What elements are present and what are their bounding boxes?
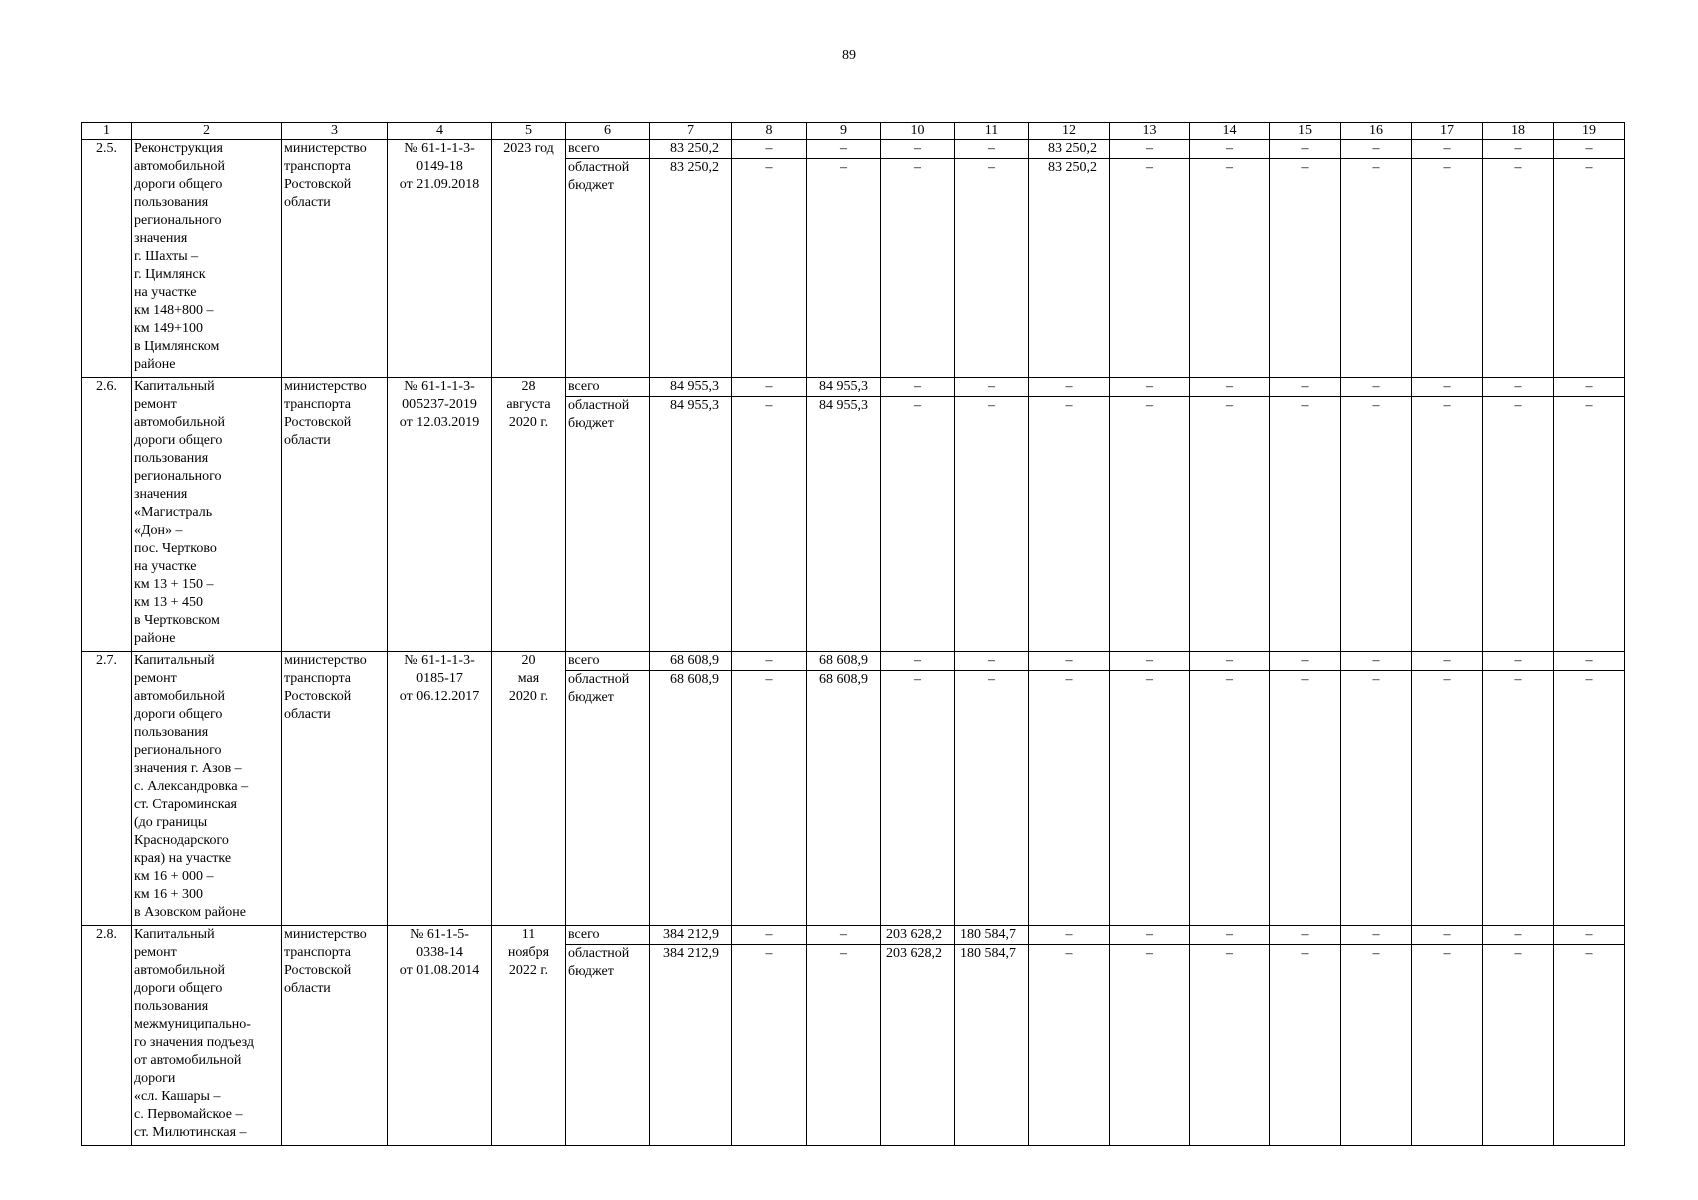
amount-cell: – <box>881 652 955 671</box>
amount-cell: 384 212,9 <box>650 926 732 945</box>
amount-cell: – <box>1029 945 1110 1146</box>
column-number-17: 17 <box>1412 123 1483 140</box>
amount-cell: 68 608,9 <box>807 671 881 926</box>
amount-cell: – <box>732 159 807 378</box>
funding-source: всего <box>566 140 650 159</box>
amount-cell: – <box>1190 397 1270 652</box>
amount-cell: – <box>1270 397 1341 652</box>
amount-cell: – <box>1190 159 1270 378</box>
amount-cell: – <box>1483 671 1554 926</box>
amount-cell: – <box>881 140 955 159</box>
amount-cell: – <box>732 671 807 926</box>
amount-cell: – <box>1554 652 1625 671</box>
amount-cell: – <box>1270 652 1341 671</box>
amount-cell: – <box>807 159 881 378</box>
column-number-8: 8 <box>732 123 807 140</box>
amount-cell: – <box>1554 397 1625 652</box>
amount-cell: – <box>1190 378 1270 397</box>
column-number-16: 16 <box>1341 123 1412 140</box>
amount-cell: – <box>1483 378 1554 397</box>
amount-cell: 68 608,9 <box>650 652 732 671</box>
amount-cell: – <box>1341 378 1412 397</box>
amount-cell: – <box>955 397 1029 652</box>
column-number-4: 4 <box>388 123 492 140</box>
amount-cell: 83 250,2 <box>1029 140 1110 159</box>
amount-cell: – <box>1412 652 1483 671</box>
amount-cell: – <box>1029 378 1110 397</box>
budget-table <box>81 122 1625 1146</box>
column-number-19: 19 <box>1554 123 1625 140</box>
amount-cell: – <box>1190 945 1270 1146</box>
funding-source: всего <box>566 378 650 397</box>
amount-cell: – <box>1029 671 1110 926</box>
amount-cell: 84 955,3 <box>650 397 732 652</box>
amount-cell: – <box>1554 671 1625 926</box>
customer: министерство транспорта Ростовской области <box>282 140 388 378</box>
amount-cell: 68 608,9 <box>650 671 732 926</box>
amount-cell: 203 628,2 <box>881 926 955 945</box>
completion-date: 2023 год <box>492 140 566 378</box>
object-name: Капитальный ремонт автомобильной дороги общего пользования регионального значения «Магистраль «Дон» – пос. Чертково на участке км 13 + 150 – км 13 + 450 в Чертковском районе <box>132 378 282 652</box>
amount-cell: – <box>1029 652 1110 671</box>
amount-cell: – <box>1412 945 1483 1146</box>
funding-source: областной бюджет <box>566 945 650 1146</box>
amount-cell: – <box>732 652 807 671</box>
amount-cell: – <box>1341 671 1412 926</box>
column-number-2: 2 <box>132 123 282 140</box>
amount-cell: 83 250,2 <box>1029 159 1110 378</box>
customer: министерство транспорта Ростовской области <box>282 378 388 652</box>
amount-cell: – <box>955 378 1029 397</box>
completion-date: 20 мая 2020 г. <box>492 652 566 926</box>
amount-cell: – <box>881 397 955 652</box>
project-document: № 61-1-1-3- 0149-18 от 21.09.2018 <box>388 140 492 378</box>
amount-cell: – <box>1029 397 1110 652</box>
amount-cell: – <box>1190 140 1270 159</box>
amount-cell: – <box>1412 140 1483 159</box>
amount-cell: – <box>1412 159 1483 378</box>
amount-cell: – <box>1483 945 1554 1146</box>
page-number: 89 <box>842 48 856 63</box>
column-number-1: 1 <box>82 123 132 140</box>
object-name: Капитальный ремонт автомобильной дороги общего пользования регионального значения г. Азов – с. Александровка – ст. Староминская (до границы Краснодарского края) на участке км 16 + 000 – км 16 + 300 в Азовском районе <box>132 652 282 926</box>
table-row <box>82 652 1625 671</box>
row-number: 2.5. <box>82 140 132 378</box>
column-number-9: 9 <box>807 123 881 140</box>
amount-cell: 83 250,2 <box>650 140 732 159</box>
column-number-12: 12 <box>1029 123 1110 140</box>
column-number-7: 7 <box>650 123 732 140</box>
amount-cell: – <box>807 926 881 945</box>
amount-cell: – <box>1270 926 1341 945</box>
amount-cell: – <box>1341 397 1412 652</box>
amount-cell: – <box>1110 140 1190 159</box>
completion-date: 28 августа 2020 г. <box>492 378 566 652</box>
amount-cell: – <box>1412 671 1483 926</box>
funding-source: областной бюджет <box>566 671 650 926</box>
amount-cell: – <box>1110 652 1190 671</box>
amount-cell: – <box>1412 397 1483 652</box>
funding-source: областной бюджет <box>566 397 650 652</box>
funding-source: областной бюджет <box>566 159 650 378</box>
amount-cell: – <box>1110 397 1190 652</box>
funding-source: всего <box>566 652 650 671</box>
table-row <box>82 140 1625 159</box>
amount-cell: – <box>732 378 807 397</box>
amount-cell: – <box>732 140 807 159</box>
amount-cell: – <box>1270 140 1341 159</box>
amount-cell: – <box>1341 945 1412 1146</box>
amount-cell: 203 628,2 <box>881 945 955 1146</box>
amount-cell: 180 584,7 <box>955 945 1029 1146</box>
row-number: 2.7. <box>82 652 132 926</box>
object-name: Реконструкция автомобильной дороги общего пользования регионального значения г. Шахты – г. Цимлянск на участке км 148+800 – км 149+100 в Цимлянском районе <box>132 140 282 378</box>
amount-cell: – <box>881 671 955 926</box>
amount-cell: – <box>1341 140 1412 159</box>
amount-cell: – <box>732 945 807 1146</box>
amount-cell: 68 608,9 <box>807 652 881 671</box>
amount-cell: – <box>1483 159 1554 378</box>
amount-cell: – <box>1483 140 1554 159</box>
funding-source: всего <box>566 926 650 945</box>
amount-cell: – <box>1110 926 1190 945</box>
amount-cell: – <box>1190 652 1270 671</box>
amount-cell: – <box>1270 159 1341 378</box>
amount-cell: – <box>1029 926 1110 945</box>
customer: министерство транспорта Ростовской области <box>282 926 388 1146</box>
amount-cell: – <box>1190 671 1270 926</box>
amount-cell: – <box>1270 945 1341 1146</box>
amount-cell: – <box>1554 926 1625 945</box>
amount-cell: – <box>807 945 881 1146</box>
amount-cell: – <box>1110 159 1190 378</box>
table-row <box>82 378 1625 397</box>
amount-cell: – <box>955 652 1029 671</box>
column-number-6: 6 <box>566 123 650 140</box>
column-number-3: 3 <box>282 123 388 140</box>
amount-cell: – <box>1554 140 1625 159</box>
amount-cell: – <box>1110 945 1190 1146</box>
amount-cell: 84 955,3 <box>650 378 732 397</box>
column-number-13: 13 <box>1110 123 1190 140</box>
amount-cell: – <box>1483 926 1554 945</box>
row-number: 2.8. <box>82 926 132 1146</box>
amount-cell: – <box>1110 378 1190 397</box>
amount-cell: 180 584,7 <box>955 926 1029 945</box>
amount-cell: – <box>1483 652 1554 671</box>
amount-cell: – <box>807 140 881 159</box>
amount-cell: – <box>1341 926 1412 945</box>
column-number-14: 14 <box>1190 123 1270 140</box>
amount-cell: 384 212,9 <box>650 945 732 1146</box>
column-number-18: 18 <box>1483 123 1554 140</box>
customer: министерство транспорта Ростовской области <box>282 652 388 926</box>
project-document: № 61-1-5- 0338-14 от 01.08.2014 <box>388 926 492 1146</box>
amount-cell: – <box>881 159 955 378</box>
amount-cell: 83 250,2 <box>650 159 732 378</box>
amount-cell: – <box>1412 926 1483 945</box>
column-number-5: 5 <box>492 123 566 140</box>
amount-cell: – <box>1554 378 1625 397</box>
column-number-row <box>82 123 1625 140</box>
completion-date: 11 ноября 2022 г. <box>492 926 566 1146</box>
column-number-15: 15 <box>1270 123 1341 140</box>
amount-cell: 84 955,3 <box>807 397 881 652</box>
amount-cell: – <box>1270 378 1341 397</box>
amount-cell: – <box>955 671 1029 926</box>
amount-cell: – <box>1483 397 1554 652</box>
row-number: 2.6. <box>82 378 132 652</box>
amount-cell: – <box>732 397 807 652</box>
project-document: № 61-1-1-3- 0185-17 от 06.12.2017 <box>388 652 492 926</box>
amount-cell: – <box>955 159 1029 378</box>
project-document: № 61-1-1-3- 005237-2019 от 12.03.2019 <box>388 378 492 652</box>
table-row <box>82 926 1625 945</box>
object-name: Капитальный ремонт автомобильной дороги общего пользования межмуниципально- го значения подъезд от автомобильной дороги «сл. Кашары – с. Первомайское – ст. Милютинская – <box>132 926 282 1146</box>
amount-cell: – <box>1412 378 1483 397</box>
amount-cell: – <box>1270 671 1341 926</box>
amount-cell: – <box>1190 926 1270 945</box>
amount-cell: – <box>732 926 807 945</box>
column-number-11: 11 <box>955 123 1029 140</box>
amount-cell: 84 955,3 <box>807 378 881 397</box>
amount-cell: – <box>1554 159 1625 378</box>
amount-cell: – <box>1341 159 1412 378</box>
amount-cell: – <box>1110 671 1190 926</box>
amount-cell: – <box>881 378 955 397</box>
amount-cell: – <box>1554 945 1625 1146</box>
column-number-10: 10 <box>881 123 955 140</box>
amount-cell: – <box>1341 652 1412 671</box>
amount-cell: – <box>955 140 1029 159</box>
